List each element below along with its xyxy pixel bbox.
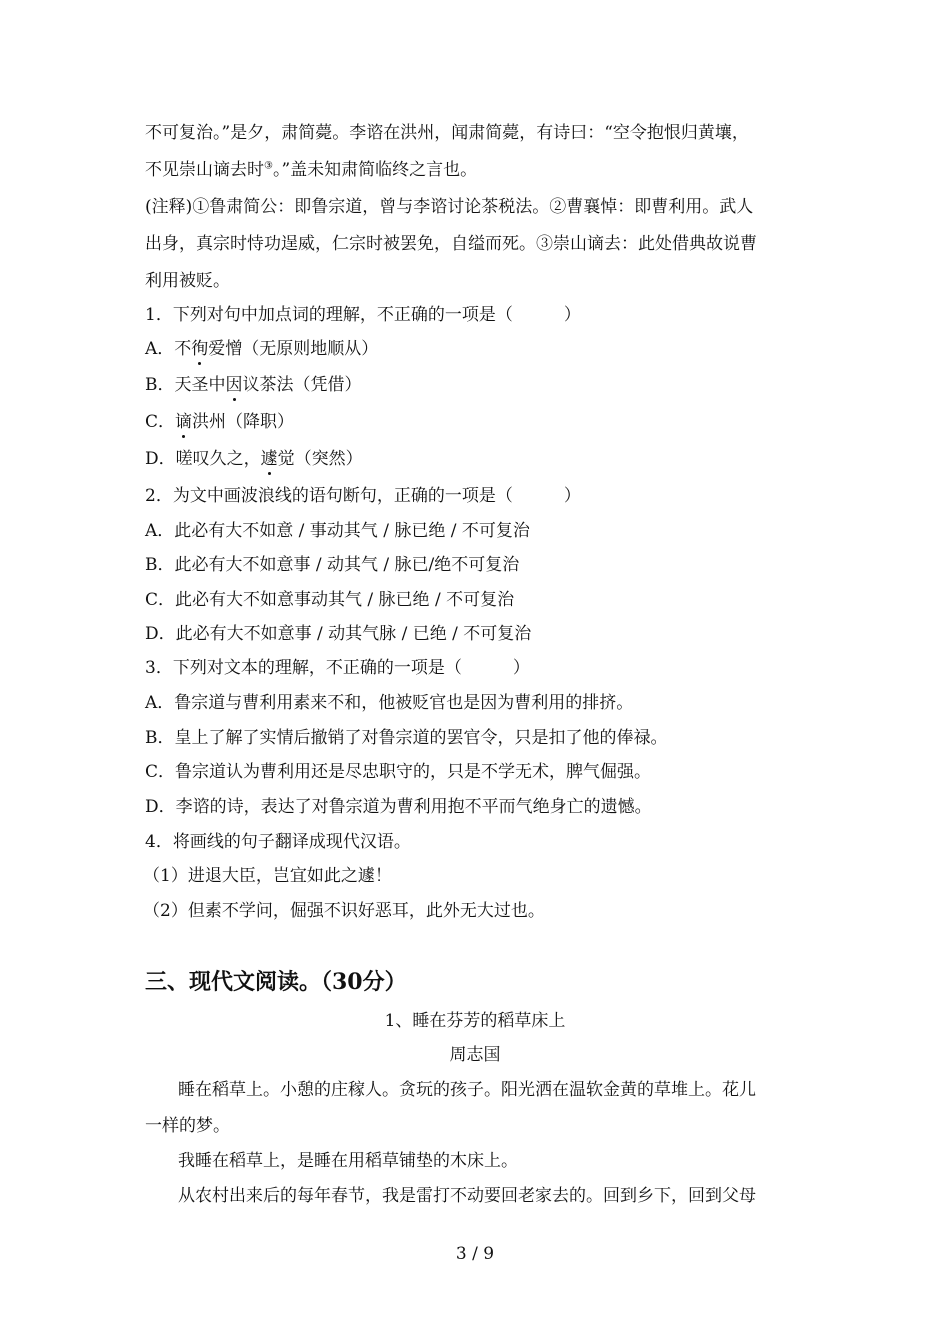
annotation-line-2: 出身，真宗时恃功逞威，仁宗时被罢免，自缢而死。③崇山谪去：此处借典故说曹 (145, 234, 757, 254)
question-1-option-b (145, 374, 362, 396)
dotted-word-d: 遽 (260, 449, 278, 469)
section-heading: 三、现代文阅读。（30分） (145, 969, 407, 995)
question-2-option-b: B．此必有大不如意事 / 动其气 / 脉已/绝不可复治 (145, 555, 520, 575)
dotted-word-a: 徇 (191, 339, 209, 359)
article-author: 周志国 (449, 1045, 501, 1065)
question-4-sentence-1: （1）进退大臣，岂宜如此之遽！ (143, 866, 392, 886)
option-b-suffix: 议茶法（凭借） (242, 375, 362, 395)
option-a-prefix: A．不 (145, 339, 192, 359)
passage-line-1: 不可复治。”是夕，肃简薨。李谘在洪州，闻肃简薨，有诗曰：“空令抱恨归黄壤， (145, 123, 749, 143)
annotation-line-3: 利用被贬。 (145, 271, 230, 291)
passage-line-2 (145, 159, 477, 181)
option-d-prefix: D．嗟叹久之， (145, 449, 261, 469)
question-2-option-d: D．此必有大不如意事 / 动其气脉 / 已绝 / 不可复治 (145, 624, 532, 644)
article-paragraph-1-line-2: 一样的梦。 (145, 1116, 230, 1136)
question-1-option-d (145, 448, 363, 470)
question-3-option-b: B．皇上了解了实情后撤销了对鲁宗道的罢官令，只是扣了他的俸禄。 (145, 728, 668, 748)
option-c-suffix: 洪州（降职） (192, 412, 295, 432)
question-4-stem: 4．将画线的句子翻译成现代汉语。 (145, 832, 411, 852)
article-paragraph-1-line-1: 睡在稻草上。小憩的庄稼人。贪玩的孩子。阳光洒在温软金黄的草堆上。花儿 (178, 1080, 756, 1100)
question-4-sentence-2: （2）但素不学问，倔强不识好恶耳，此外无大过也。 (143, 901, 545, 921)
article-paragraph-3: 从农村出来后的每年春节，我是雷打不动要回老家去的。回到乡下，回到父母 (178, 1186, 756, 1206)
option-c-prefix: C． (145, 412, 176, 432)
footnote-marker: ③ (264, 160, 273, 172)
question-3-option-d: D．李谘的诗，表达了对鲁宗道为曹利用抱不平而气绝身亡的遗憾。 (145, 797, 652, 817)
page-number: 3 / 9 (455, 1244, 495, 1264)
passage-line-2-tail: 。”盖未知肃简临终之言也。 (272, 160, 478, 180)
question-2-option-c: C．此必有大不如意事动其气 / 脉已绝 / 不可复治 (145, 590, 515, 610)
passage-line-2-text: 不见崇山谪去时 (145, 160, 264, 180)
question-1-option-a (145, 338, 378, 360)
question-1-stem: 1．下列对句中加点词的理解，不正确的一项是（ ） (145, 305, 581, 325)
question-3-stem: 3．下列对文本的理解，不正确的一项是（ ） (145, 658, 530, 678)
question-2-option-a: A．此必有大不如意 / 事动其气 / 脉已绝 / 不可复治 (145, 521, 530, 541)
dotted-word-b: 因 (225, 375, 243, 395)
question-3-option-c: C．鲁宗道认为曹利用还是尽忠职守的，只是不学无术，脾气倔强。 (145, 762, 652, 782)
dotted-word-c: 谪 (175, 412, 193, 432)
question-1-option-c (145, 411, 294, 433)
article-title: 1、睡在芬芳的稻草床上 (384, 1011, 566, 1031)
annotation-line-1: (注释)①鲁肃简公：即鲁宗道，曾与李谘讨论茶税法。②曹襄悼：即曹利用。武人 (145, 197, 754, 217)
option-a-suffix: 爱憎（无原则地顺从） (208, 339, 379, 359)
question-2-stem: 2．为文中画波浪线的语句断句，正确的一项是（ ） (145, 486, 581, 506)
option-b-prefix: B．天圣中 (145, 375, 226, 395)
question-3-option-a: A．鲁宗道与曹利用素来不和，他被贬官也是因为曹利用的排挤。 (145, 693, 634, 713)
option-d-suffix: 觉（突然） (277, 449, 363, 469)
article-paragraph-2: 我睡在稻草上，是睡在用稻草铺垫的木床上。 (178, 1151, 518, 1171)
